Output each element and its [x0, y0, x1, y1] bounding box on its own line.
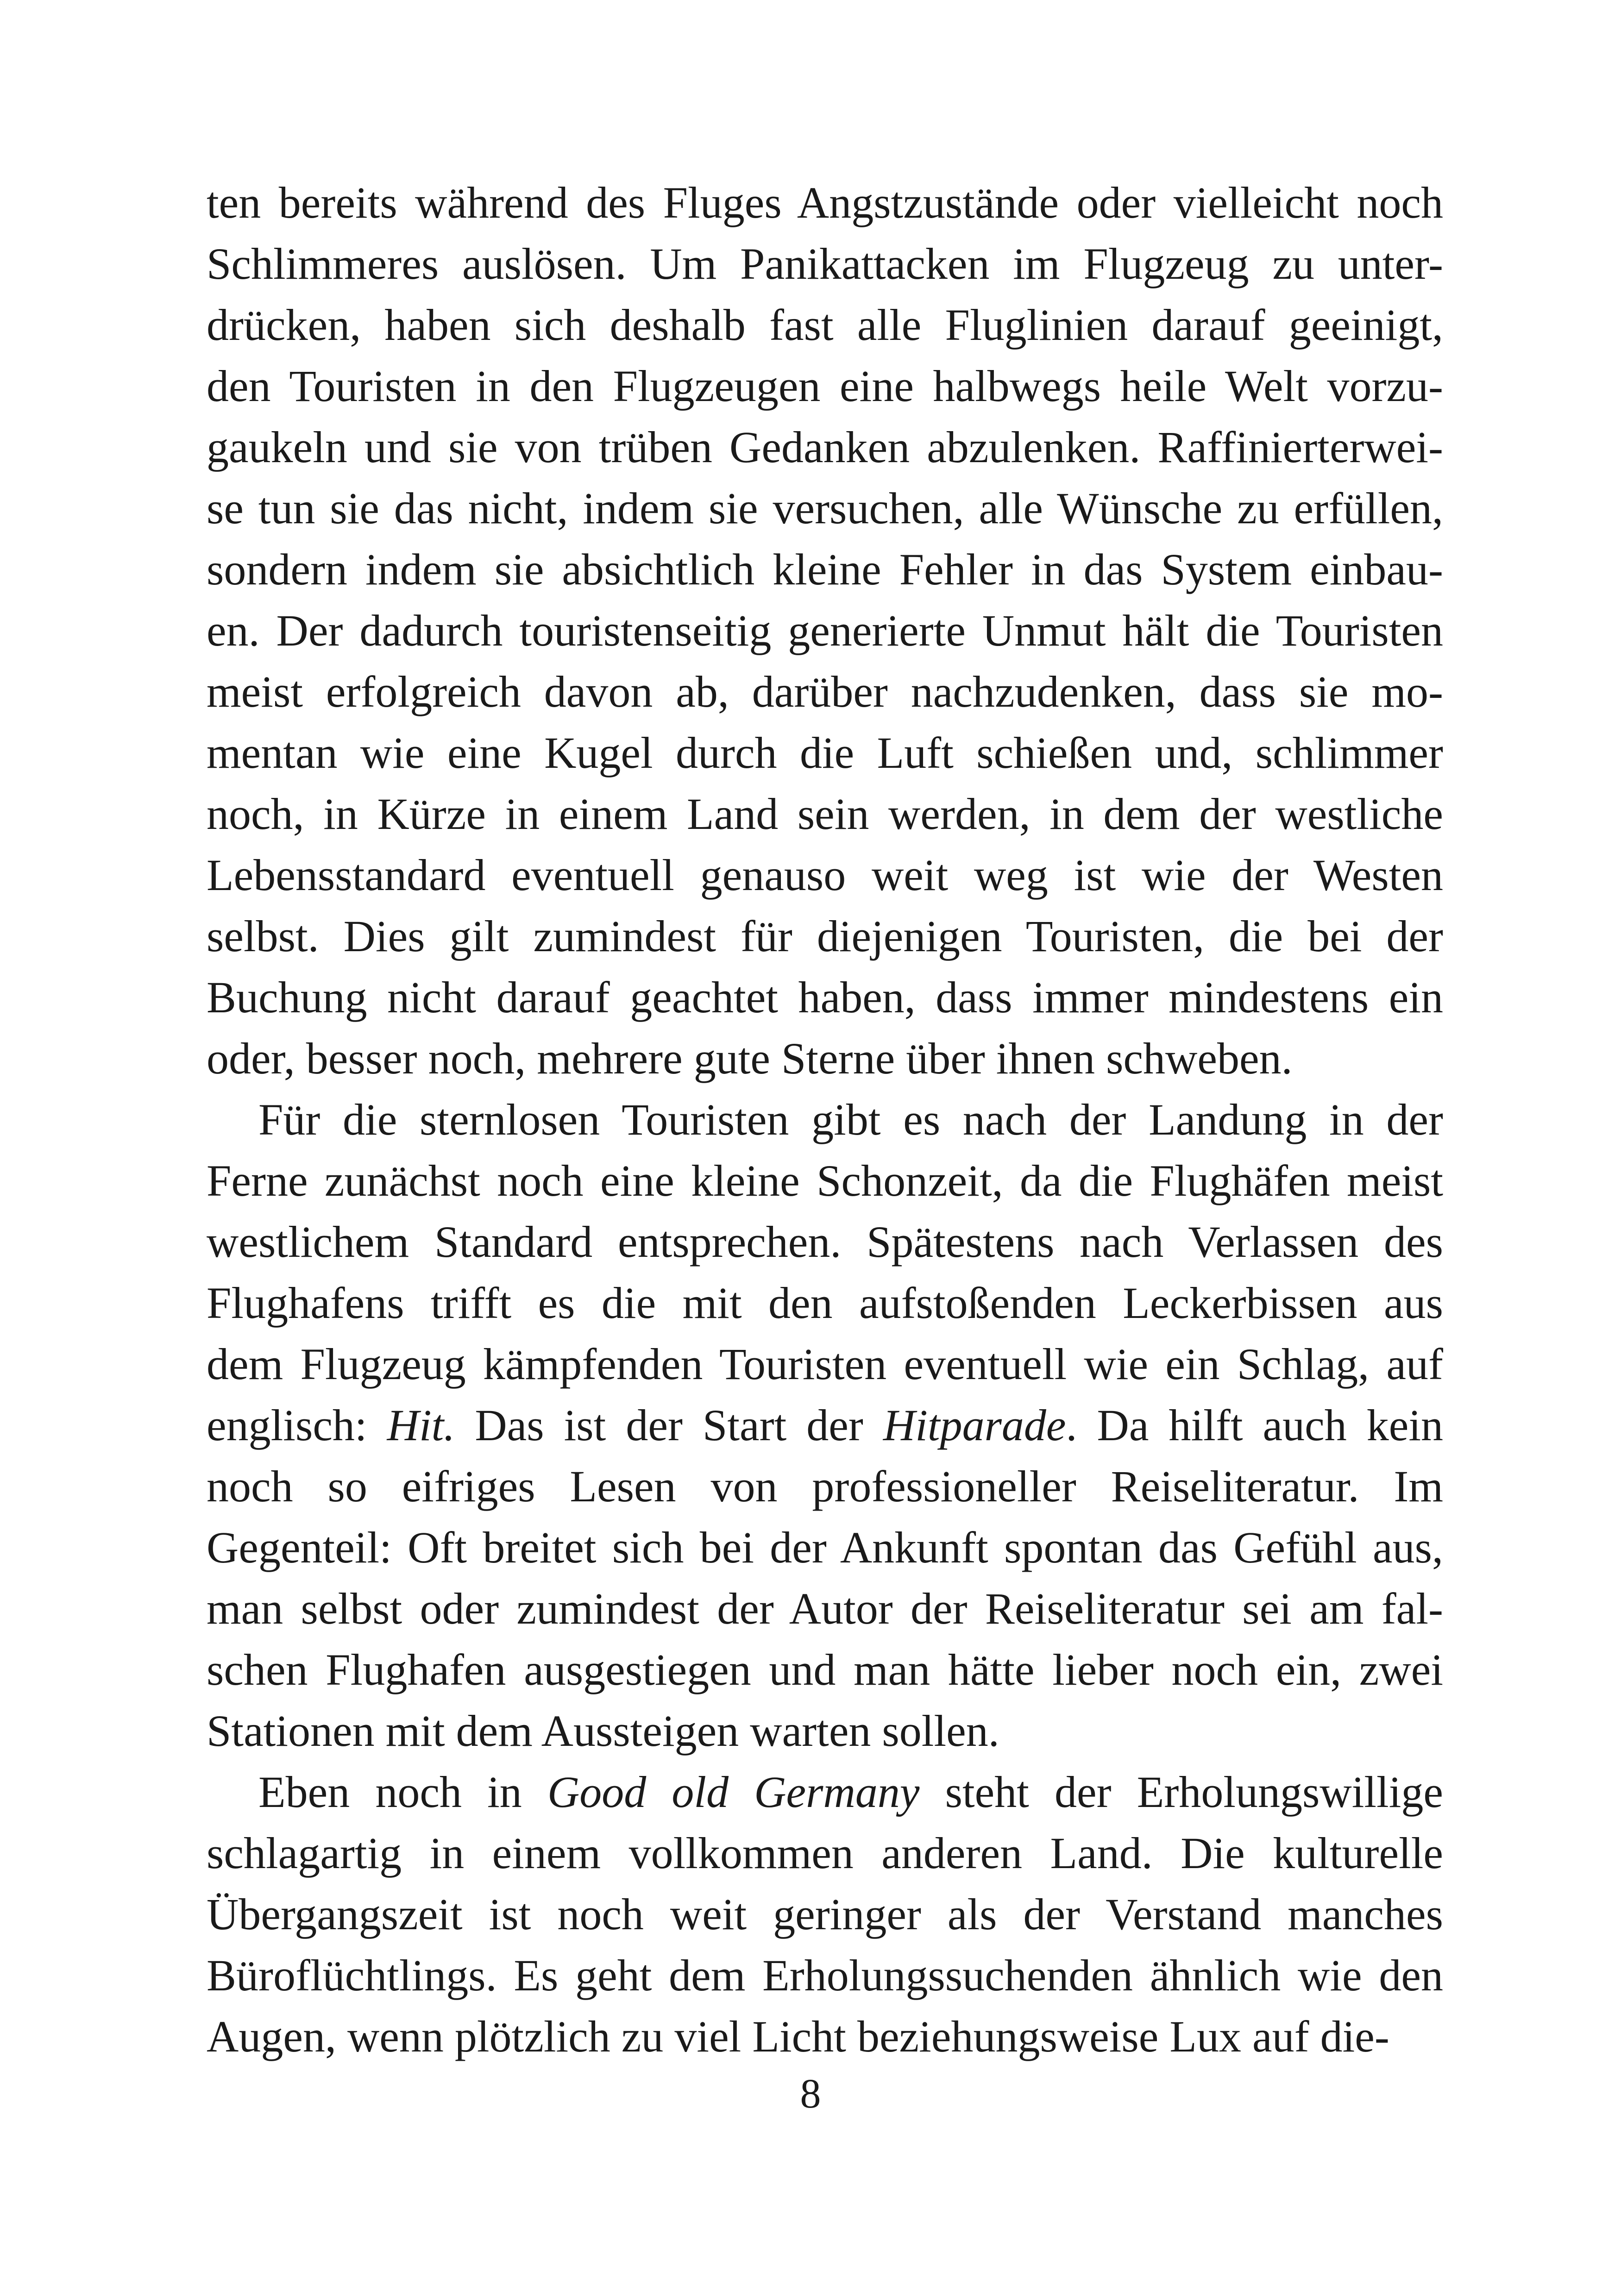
text-line	[207, 233, 1443, 295]
text-run: drücken, haben sich deshalb fast alle Fluglinien darauf geeinigt,	[207, 300, 1443, 350]
text-run: Büroflüchtlings. Es geht dem Erholungssuchenden ähnlich wie den	[207, 1951, 1443, 2000]
text-run: Stationen mit dem Aussteigen warten sollen.	[207, 1706, 999, 1756]
italic-run: Hitparade	[883, 1400, 1066, 1450]
text-line	[207, 1762, 1443, 1823]
text-run: selbst. Dies gilt zumindest für diejenigen Touristen, die bei der	[207, 911, 1443, 961]
text-line	[207, 1517, 1443, 1578]
text-run: Buchung nicht darauf geachtet haben, dass immer mindestens ein	[207, 972, 1443, 1022]
text-line	[207, 539, 1443, 600]
text-run: oder, besser noch, mehrere gute Sterne über ihnen schweben.	[207, 1034, 1293, 1083]
text-run: Eben noch in	[258, 1767, 547, 1817]
text-line	[207, 1456, 1443, 1517]
text-line	[207, 1089, 1443, 1150]
text-line	[207, 1945, 1443, 2006]
text-run: englisch:	[207, 1400, 387, 1450]
text-run: se tun sie das nicht, indem sie versuchen, alle Wünsche zu erfüllen,	[207, 483, 1443, 533]
text-run: Für die sternlosen Touristen gibt es nach der Landung in der	[258, 1095, 1443, 1144]
text-line	[207, 172, 1443, 233]
text-line	[207, 1823, 1443, 1884]
text-line	[207, 784, 1443, 845]
text-run: Flughafens trifft es die mit den aufstoßenden Leckerbissen aus	[207, 1278, 1443, 1328]
text-run: noch so eifriges Lesen von professioneller Reiseliteratur. Im	[207, 1462, 1443, 1511]
text-run: Das ist der Start der	[455, 1400, 883, 1450]
text-run: en. Der dadurch touristenseitig generierte Unmut hält die Touristen	[207, 606, 1443, 655]
body-text	[207, 172, 1443, 2067]
text-line	[207, 1211, 1443, 1273]
text-line	[207, 967, 1443, 1028]
text-line	[207, 2006, 1443, 2067]
text-line	[207, 722, 1443, 784]
text-run: westlichem Standard entsprechen. Spätestens nach Verlassen des	[207, 1217, 1443, 1267]
text-run: ten bereits während des Fluges Angstzustände oder vielleicht noch	[207, 178, 1443, 227]
text-run: mentan wie eine Kugel durch die Luft schießen und, schlimmer	[207, 728, 1443, 778]
text-run: Ferne zunächst noch eine kleine Schonzeit, da die Flughäfen meist	[207, 1156, 1443, 1205]
italic-run: Hit.	[387, 1400, 455, 1450]
text-line	[207, 845, 1443, 906]
text-line	[207, 1273, 1443, 1334]
text-run: Lebensstandard eventuell genauso weit weg ist wie der Westen	[207, 850, 1443, 900]
text-line	[207, 1028, 1443, 1089]
text-run: gaukeln und sie von trüben Gedanken abzulenken. Raffinierterwei-	[207, 422, 1443, 472]
text-run: schlagartig in einem vollkommen anderen Land. Die kulturelle	[207, 1828, 1443, 1878]
text-run: noch, in Kürze in einem Land sein werden, in dem der westliche	[207, 789, 1443, 839]
paragraph	[207, 172, 1443, 1089]
text-line	[207, 295, 1443, 356]
text-run: Augen, wenn plötzlich zu viel Licht beziehungsweise Lux auf die-	[207, 2012, 1389, 2061]
text-line	[207, 1334, 1443, 1395]
text-line	[207, 417, 1443, 478]
paragraph	[207, 1762, 1443, 2067]
text-line	[207, 356, 1443, 417]
text-run: . Da hilft auch kein	[1066, 1400, 1444, 1450]
text-run: dem Flugzeug kämpfenden Touristen eventuell wie ein Schlag, auf	[207, 1339, 1443, 1389]
text-line	[207, 1395, 1443, 1456]
text-run: Gegenteil: Oft breitet sich bei der Ankunft spontan das Gefühl aus,	[207, 1523, 1443, 1572]
text-line	[207, 1639, 1443, 1700]
text-line	[207, 661, 1443, 722]
text-run: meist erfolgreich davon ab, darüber nachzudenken, dass sie mo-	[207, 667, 1443, 716]
text-line	[207, 1150, 1443, 1211]
text-line	[207, 478, 1443, 539]
text-line	[207, 600, 1443, 661]
text-run: schen Flughafen ausgestiegen und man hätte lieber noch ein, zwei	[207, 1645, 1443, 1694]
italic-run: Good old Germany	[547, 1767, 920, 1817]
text-run: sondern indem sie absichtlich kleine Fehler in das System einbau-	[207, 545, 1443, 594]
text-line	[207, 1700, 1443, 1762]
text-line	[207, 1578, 1443, 1639]
text-run: steht der Erholungswillige	[919, 1767, 1444, 1817]
text-run: den Touristen in den Flugzeugen eine halbwegs heile Welt vorzu-	[207, 361, 1443, 411]
paragraph	[207, 1089, 1443, 1762]
text-run: man selbst oder zumindest der Autor der Reiseliteratur sei am fal-	[207, 1584, 1443, 1633]
text-line	[207, 1884, 1443, 1945]
page-number: 8	[800, 2071, 821, 2117]
text-run: Übergangszeit ist noch weit geringer als der Verstand manches	[207, 1889, 1443, 1939]
text-line	[207, 906, 1443, 967]
text-run: Schlimmeres auslösen. Um Panikattacken im Flugzeug zu unter-	[207, 239, 1443, 289]
